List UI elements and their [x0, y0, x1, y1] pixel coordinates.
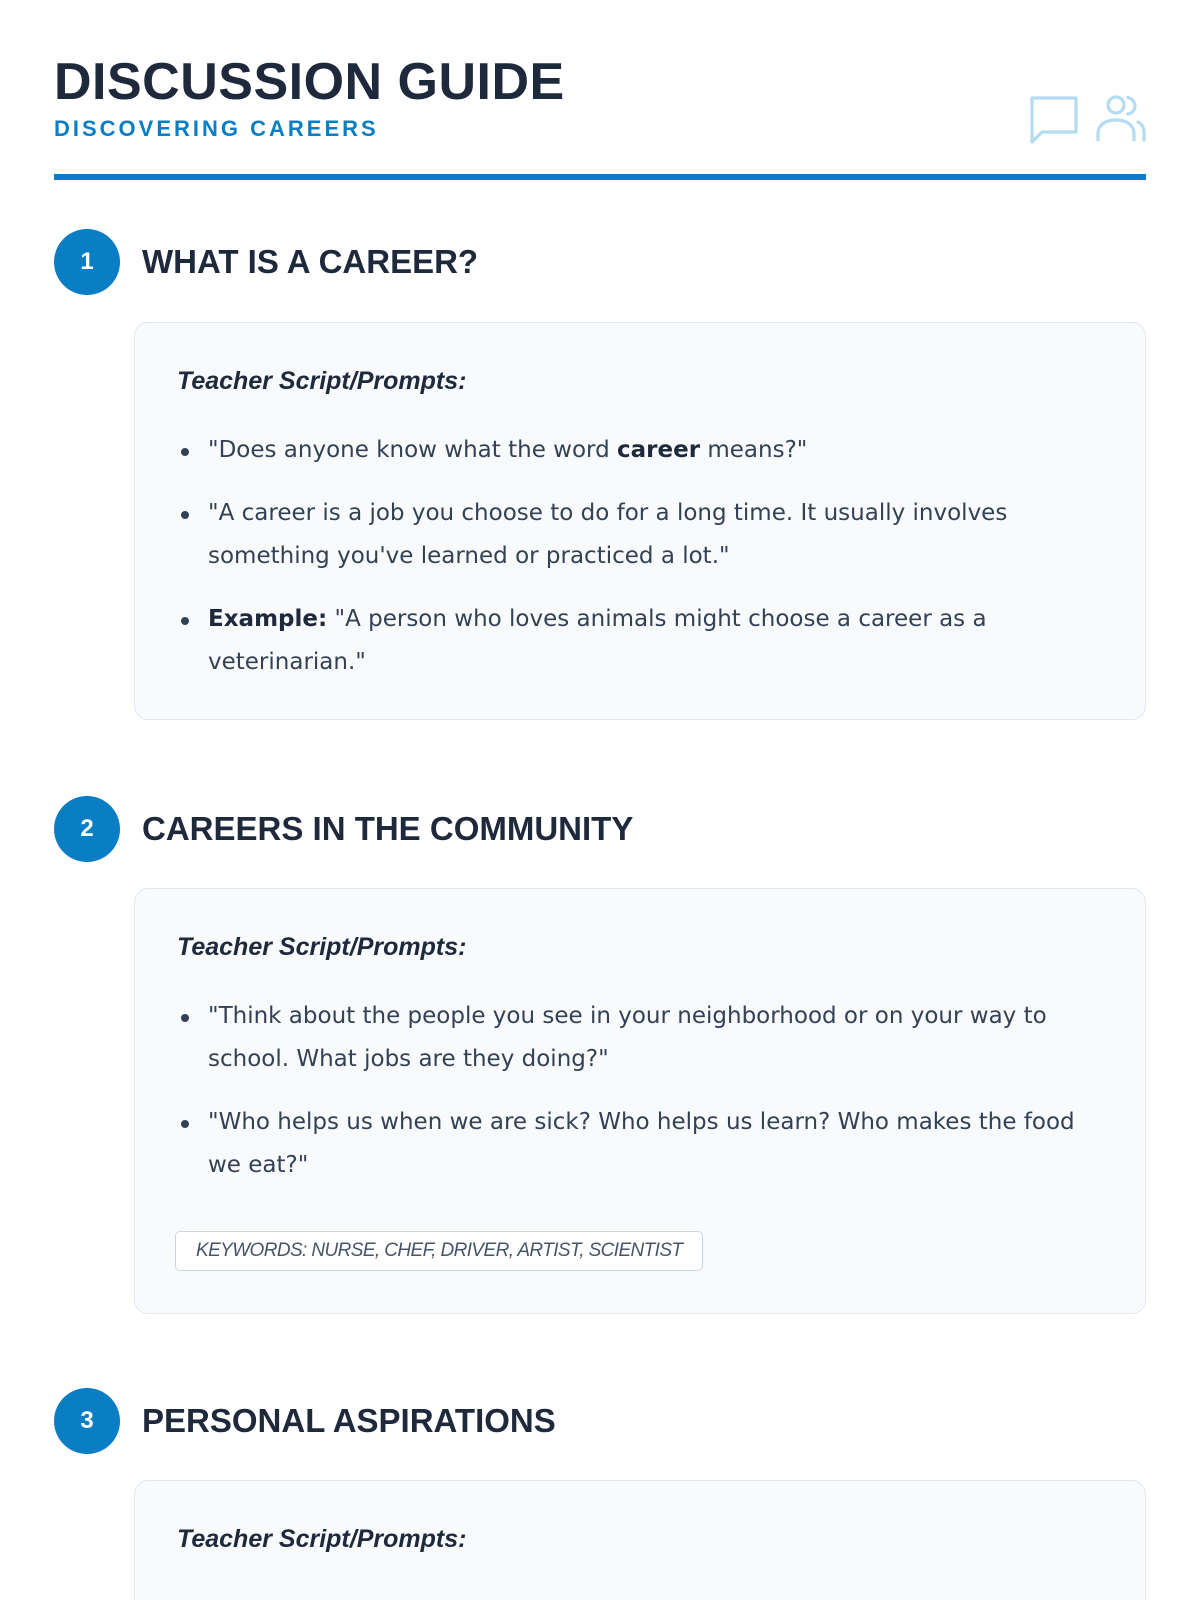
- section-number-badge: 3: [54, 1388, 120, 1454]
- section-title: PERSONAL ASPIRATIONS: [142, 1402, 556, 1439]
- section-number-badge: 1: [54, 229, 120, 295]
- prompt-item: [177, 995, 1077, 1081]
- section-header: [54, 1388, 1146, 1454]
- section-number-badge: 2: [54, 796, 120, 862]
- section-header: [54, 229, 1146, 295]
- page-header: [54, 0, 1146, 182]
- header-divider: [54, 174, 1146, 180]
- prompt-text: "Think about the people you see in your neighborhood or on your way to school. What jobs are they doing?": [208, 1003, 1047, 1072]
- section-what-is-a-career: [54, 229, 1146, 675]
- prompt-bold-text: career: [617, 437, 701, 463]
- card-label: Teacher Script/Prompts:: [177, 1525, 467, 1553]
- prompt-list: [177, 429, 1077, 704]
- prompt-item: [177, 598, 1077, 684]
- chat-bubble-icon: [1028, 94, 1080, 146]
- keywords-tag: KEYWORDS: NURSE, CHEF, DRIVER, ARTIST, SCIENTIST: [175, 1231, 703, 1271]
- prompts-card: [134, 888, 1146, 1314]
- section-title: WHAT IS A CAREER?: [142, 243, 479, 280]
- card-label: Teacher Script/Prompts:: [177, 933, 467, 961]
- section-header: [54, 796, 1146, 862]
- prompt-text: "Does anyone know what the word: [208, 437, 618, 463]
- section-careers-in-the-community: [54, 796, 1146, 1261]
- discussion-guide-page: [54, 0, 1146, 1553]
- prompt-text: "Who helps us when we are sick? Who helps us learn? Who makes the food we eat?": [208, 1109, 1075, 1178]
- prompt-item: [177, 1101, 1077, 1187]
- section-title: CAREERS IN THE COMMUNITY: [142, 810, 634, 847]
- page-title: DISCUSSION GUIDE: [54, 53, 565, 111]
- prompt-text: "A career is a job you choose to do for a long time. It usually involves something you've learned or practiced a lot.": [208, 500, 1008, 569]
- prompt-list: [177, 995, 1077, 1207]
- prompts-card: [134, 1480, 1146, 1600]
- section-personal-aspirations: [54, 1388, 1146, 1553]
- card-label: Teacher Script/Prompts:: [177, 367, 467, 395]
- prompt-item: [177, 429, 1077, 472]
- prompt-text: means?": [700, 437, 808, 463]
- page-subtitle: DISCOVERING CAREERS: [54, 116, 379, 141]
- users-icon: [1094, 94, 1146, 146]
- header-icons: [1028, 94, 1146, 146]
- prompts-card: [134, 322, 1146, 720]
- prompt-bold-text: Example:: [208, 606, 328, 632]
- prompt-item: [177, 492, 1077, 578]
- prompt-text: "A person who loves animals might choose a career as a veterinarian.": [208, 606, 987, 675]
